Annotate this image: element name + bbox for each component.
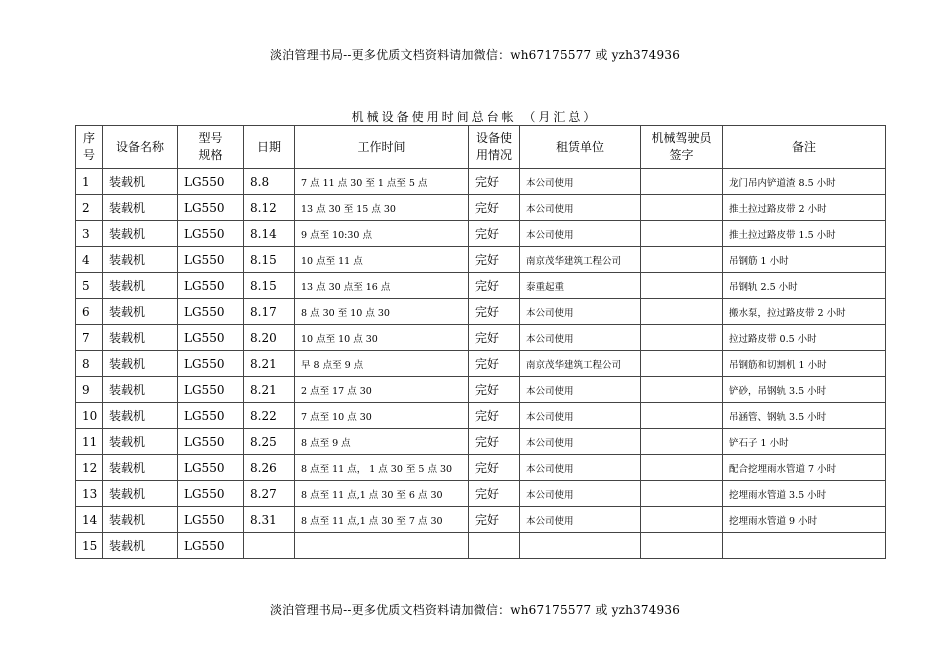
model-spec: LG550 bbox=[178, 221, 244, 247]
equipment-name: 装载机 bbox=[103, 481, 178, 507]
remarks: 吊涵管、钢轨 3.5 小时 bbox=[723, 403, 886, 429]
table-row bbox=[76, 273, 886, 299]
date-cell: 8.20 bbox=[244, 325, 295, 351]
rental-unit bbox=[520, 533, 641, 559]
driver-signature bbox=[641, 481, 723, 507]
col-header-note: 备注 bbox=[723, 126, 886, 169]
equipment-name: 装载机 bbox=[103, 299, 178, 325]
driver-signature bbox=[641, 429, 723, 455]
driver-signature bbox=[641, 247, 723, 273]
model-spec: LG550 bbox=[178, 195, 244, 221]
row-number: 14 bbox=[76, 507, 103, 533]
col-header-driver-sign: 机械驾驶员 签字 bbox=[641, 126, 723, 169]
work-time: 7 点至 10 点 30 bbox=[295, 403, 469, 429]
col-header-date: 日期 bbox=[244, 126, 295, 169]
equipment-name: 装载机 bbox=[103, 377, 178, 403]
remarks bbox=[723, 533, 886, 559]
equipment-condition: 完好 bbox=[469, 429, 520, 455]
remarks: 推土拉过路皮带 2 小时 bbox=[723, 195, 886, 221]
work-time: 8 点至 11 点， 1 点 30 至 5 点 30 bbox=[295, 455, 469, 481]
driver-signature bbox=[641, 533, 723, 559]
table-row bbox=[76, 299, 886, 325]
col-header-unit: 租赁单位 bbox=[520, 126, 641, 169]
equipment-condition: 完好 bbox=[469, 221, 520, 247]
row-number: 5 bbox=[76, 273, 103, 299]
rental-unit: 本公司使用 bbox=[520, 481, 641, 507]
table-row bbox=[76, 325, 886, 351]
model-spec: LG550 bbox=[178, 169, 244, 195]
remarks: 铲砂，吊钢轨 3.5 小时 bbox=[723, 377, 886, 403]
work-time: 13 点 30 点至 16 点 bbox=[295, 273, 469, 299]
equipment-condition: 完好 bbox=[469, 481, 520, 507]
work-time: 8 点至 9 点 bbox=[295, 429, 469, 455]
model-spec: LG550 bbox=[178, 507, 244, 533]
rental-unit: 本公司使用 bbox=[520, 403, 641, 429]
equipment-condition: 完好 bbox=[469, 195, 520, 221]
row-number: 4 bbox=[76, 247, 103, 273]
driver-signature bbox=[641, 455, 723, 481]
table-row bbox=[76, 351, 886, 377]
equipment-condition: 完好 bbox=[469, 169, 520, 195]
date-cell: 8.15 bbox=[244, 273, 295, 299]
date-cell: 8.21 bbox=[244, 377, 295, 403]
model-spec: LG550 bbox=[178, 533, 244, 559]
table-header-row bbox=[76, 126, 886, 169]
table-row bbox=[76, 221, 886, 247]
equipment-name: 装载机 bbox=[103, 169, 178, 195]
rental-unit: 本公司使用 bbox=[520, 429, 641, 455]
model-spec: LG550 bbox=[178, 455, 244, 481]
model-spec: LG550 bbox=[178, 481, 244, 507]
date-cell: 8.21 bbox=[244, 351, 295, 377]
equipment-name: 装载机 bbox=[103, 455, 178, 481]
equipment-name: 装载机 bbox=[103, 351, 178, 377]
equipment-ledger-table bbox=[75, 125, 886, 559]
equipment-condition: 完好 bbox=[469, 507, 520, 533]
driver-signature bbox=[641, 351, 723, 377]
rental-unit: 本公司使用 bbox=[520, 195, 641, 221]
work-time: 8 点 30 至 10 点 30 bbox=[295, 299, 469, 325]
driver-signature bbox=[641, 299, 723, 325]
driver-signature bbox=[641, 221, 723, 247]
row-number: 13 bbox=[76, 481, 103, 507]
equipment-condition: 完好 bbox=[469, 325, 520, 351]
date-cell: 8.27 bbox=[244, 481, 295, 507]
equipment-condition: 完好 bbox=[469, 403, 520, 429]
footer-note: 淡泊管理书局--更多优质文档资料请加微信：wh67175577 或 yzh374936 bbox=[269, 603, 681, 617]
work-time: 13 点 30 至 15 点 30 bbox=[295, 195, 469, 221]
remarks: 挖埋雨水管道 3.5 小时 bbox=[723, 481, 886, 507]
rental-unit: 本公司使用 bbox=[520, 507, 641, 533]
row-number: 10 bbox=[76, 403, 103, 429]
table-row bbox=[76, 377, 886, 403]
rental-unit: 本公司使用 bbox=[520, 299, 641, 325]
remarks: 吊钢轨 2.5 小时 bbox=[723, 273, 886, 299]
equipment-name: 装载机 bbox=[103, 247, 178, 273]
model-spec: LG550 bbox=[178, 247, 244, 273]
equipment-name: 装载机 bbox=[103, 221, 178, 247]
date-cell: 8.26 bbox=[244, 455, 295, 481]
row-number: 12 bbox=[76, 455, 103, 481]
rental-unit: 本公司使用 bbox=[520, 325, 641, 351]
equipment-condition: 完好 bbox=[469, 455, 520, 481]
equipment-condition: 完好 bbox=[469, 247, 520, 273]
rental-unit: 南京茂华建筑工程公司 bbox=[520, 351, 641, 377]
work-time: 2 点至 17 点 30 bbox=[295, 377, 469, 403]
rental-unit: 本公司使用 bbox=[520, 221, 641, 247]
table-row bbox=[76, 507, 886, 533]
work-time: 早 8 点至 9 点 bbox=[295, 351, 469, 377]
date-cell: 8.31 bbox=[244, 507, 295, 533]
date-cell: 8.15 bbox=[244, 247, 295, 273]
col-header-no: 序 号 bbox=[76, 126, 103, 169]
driver-signature bbox=[641, 507, 723, 533]
row-number: 6 bbox=[76, 299, 103, 325]
col-header-name: 设备名称 bbox=[103, 126, 178, 169]
table-row bbox=[76, 195, 886, 221]
equipment-name: 装载机 bbox=[103, 325, 178, 351]
equipment-name: 装载机 bbox=[103, 507, 178, 533]
remarks: 推土拉过路皮带 1.5 小时 bbox=[723, 221, 886, 247]
date-cell: 8.22 bbox=[244, 403, 295, 429]
row-number: 7 bbox=[76, 325, 103, 351]
ledger-title: 机械设备使用时间总台帐 （月汇总） bbox=[351, 110, 599, 124]
table-row bbox=[76, 429, 886, 455]
model-spec: LG550 bbox=[178, 429, 244, 455]
driver-signature bbox=[641, 403, 723, 429]
table-row bbox=[76, 481, 886, 507]
table-row bbox=[76, 533, 886, 559]
remarks: 吊钢筋和切割机 1 小时 bbox=[723, 351, 886, 377]
driver-signature bbox=[641, 377, 723, 403]
date-cell: 8.25 bbox=[244, 429, 295, 455]
remarks: 挖埋雨水管道 9 小时 bbox=[723, 507, 886, 533]
date-cell bbox=[244, 533, 295, 559]
equipment-name: 装载机 bbox=[103, 403, 178, 429]
table-row bbox=[76, 455, 886, 481]
equipment-name: 装载机 bbox=[103, 429, 178, 455]
col-header-condition: 设备使 用情况 bbox=[469, 126, 520, 169]
equipment-condition: 完好 bbox=[469, 299, 520, 325]
header-note: 淡泊管理书局--更多优质文档资料请加微信：wh67175577 或 yzh374936 bbox=[269, 48, 681, 62]
rental-unit: 本公司使用 bbox=[520, 169, 641, 195]
rental-unit: 本公司使用 bbox=[520, 377, 641, 403]
driver-signature bbox=[641, 169, 723, 195]
work-time: 9 点至 10:30 点 bbox=[295, 221, 469, 247]
col-header-model: 型号 规格 bbox=[178, 126, 244, 169]
table-row bbox=[76, 247, 886, 273]
work-time: 8 点至 11 点,1 点 30 至 6 点 30 bbox=[295, 481, 469, 507]
work-time: 10 点至 11 点 bbox=[295, 247, 469, 273]
remarks: 吊钢筋 1 小时 bbox=[723, 247, 886, 273]
row-number: 15 bbox=[76, 533, 103, 559]
date-cell: 8.8 bbox=[244, 169, 295, 195]
equipment-condition: 完好 bbox=[469, 273, 520, 299]
work-time: 8 点至 11 点,1 点 30 至 7 点 30 bbox=[295, 507, 469, 533]
model-spec: LG550 bbox=[178, 403, 244, 429]
date-cell: 8.12 bbox=[244, 195, 295, 221]
equipment-condition bbox=[469, 533, 520, 559]
remarks: 配合挖埋雨水管道 7 小时 bbox=[723, 455, 886, 481]
driver-signature bbox=[641, 195, 723, 221]
model-spec: LG550 bbox=[178, 325, 244, 351]
work-time bbox=[295, 533, 469, 559]
rental-unit: 泰重起重 bbox=[520, 273, 641, 299]
equipment-name: 装载机 bbox=[103, 533, 178, 559]
model-spec: LG550 bbox=[178, 377, 244, 403]
rental-unit: 南京茂华建筑工程公司 bbox=[520, 247, 641, 273]
work-time: 10 点至 10 点 30 bbox=[295, 325, 469, 351]
remarks: 龙门吊内铲道渣 8.5 小时 bbox=[723, 169, 886, 195]
equipment-name: 装载机 bbox=[103, 273, 178, 299]
row-number: 1 bbox=[76, 169, 103, 195]
driver-signature bbox=[641, 273, 723, 299]
row-number: 2 bbox=[76, 195, 103, 221]
model-spec: LG550 bbox=[178, 351, 244, 377]
equipment-name: 装载机 bbox=[103, 195, 178, 221]
row-number: 9 bbox=[76, 377, 103, 403]
equipment-condition: 完好 bbox=[469, 377, 520, 403]
row-number: 11 bbox=[76, 429, 103, 455]
col-header-time: 工作时间 bbox=[295, 126, 469, 169]
row-number: 8 bbox=[76, 351, 103, 377]
date-cell: 8.17 bbox=[244, 299, 295, 325]
rental-unit: 本公司使用 bbox=[520, 455, 641, 481]
row-number: 3 bbox=[76, 221, 103, 247]
date-cell: 8.14 bbox=[244, 221, 295, 247]
work-time: 7 点 11 点 30 至 1 点至 5 点 bbox=[295, 169, 469, 195]
remarks: 搬水泵，拉过路皮带 2 小时 bbox=[723, 299, 886, 325]
equipment-condition: 完好 bbox=[469, 351, 520, 377]
remarks: 铲石子 1 小时 bbox=[723, 429, 886, 455]
table-row bbox=[76, 403, 886, 429]
model-spec: LG550 bbox=[178, 299, 244, 325]
model-spec: LG550 bbox=[178, 273, 244, 299]
table-row bbox=[76, 169, 886, 195]
remarks: 拉过路皮带 0.5 小时 bbox=[723, 325, 886, 351]
driver-signature bbox=[641, 325, 723, 351]
